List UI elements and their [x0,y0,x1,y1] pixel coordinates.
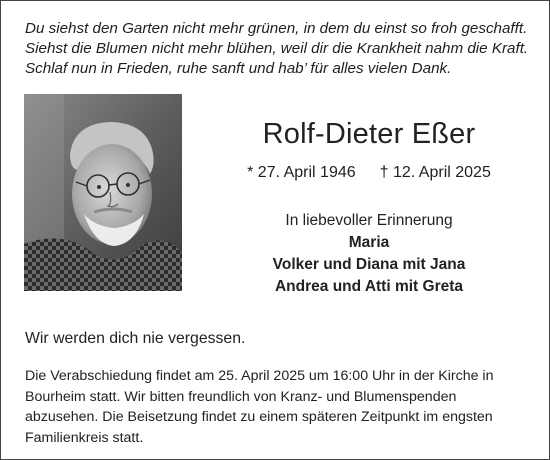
poem-line: Siehst die Blumen nicht mehr blühen, weil dir die Krankheit nahm die Kraft. [25,40,529,57]
farewell-line: Wir werden dich nie vergessen. [25,330,246,347]
mourner-name: Volker und Diana mit Jana [272,256,466,273]
mourner-name: Andrea und Atti mit Greta [274,278,464,295]
death-date: † 12. April 2025 [379,164,491,181]
funeral-notice [25,366,530,448]
mourners-block [206,210,532,298]
poem-line: Du siehst den Garten nicht mehr grünen, in dem du einst so froh geschafft. [25,20,528,37]
memorial-poem [25,19,535,79]
portrait-image [24,94,182,291]
deceased-name: Rolf-Dieter Eßer [262,118,476,150]
birth-date: * 27. April 1946 [247,164,356,181]
notice-line: Die Verabschiedung findet am 25. April 2025 um 16:00 Uhr in der Kirche in [25,368,494,384]
mourner-name: Maria [348,234,390,251]
life-dates [206,162,532,184]
notice-line: Familienkreis statt. [25,429,144,446]
poem-line: Schlaf nun in Frieden, ruhe sanft und hab’ für alles vielen Dank. [25,60,452,77]
notice-line: Bourheim statt. Wir bitten freundlich von Kranz- und Blumenspenden [25,388,457,405]
notice-line: abzusehen. Die Beisetzung findet zu einem späteren Zeitpunkt im engsten [25,409,493,425]
memory-intro: In liebevoller Erinnerung [285,212,453,229]
portrait-photo [24,94,182,291]
